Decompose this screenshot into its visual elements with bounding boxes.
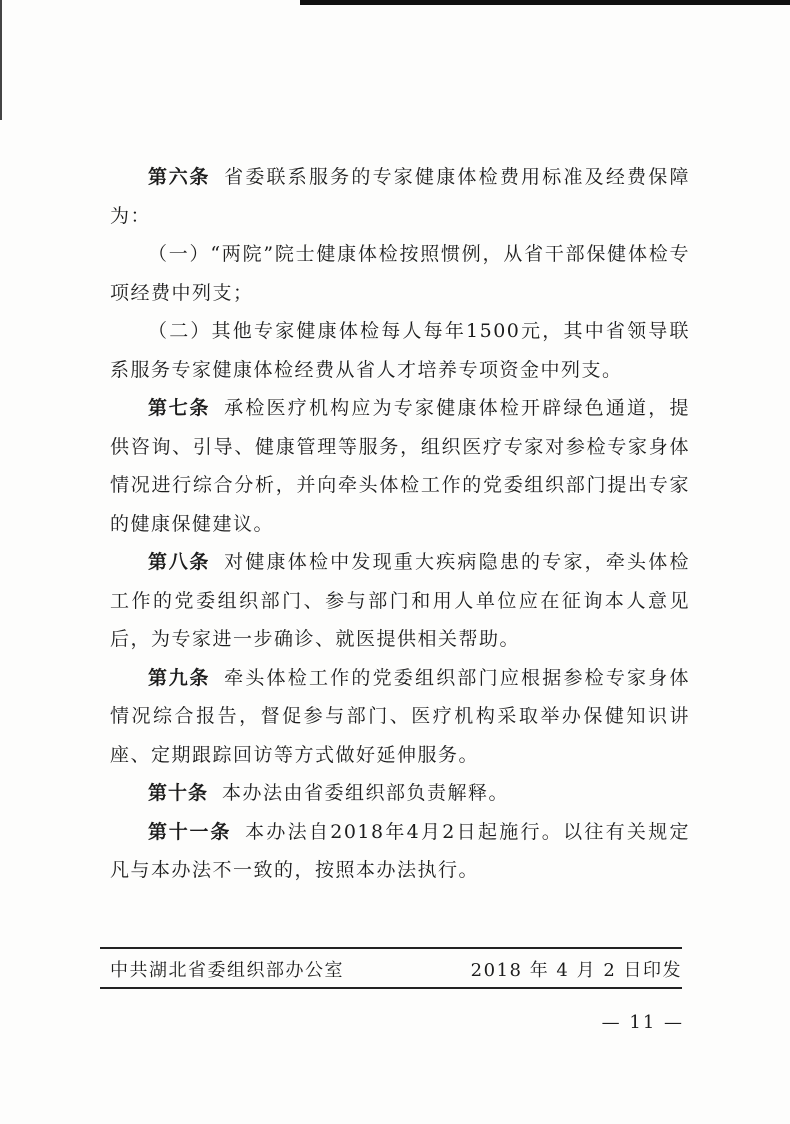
article-text: （二）其他专家健康体检每人每年1500元，其中省领导联系服务专家健康体检经费从省人才培养专项资金中列支。 (110, 320, 690, 381)
article-6-item-1 (110, 235, 690, 312)
print-date: 2018 年 4 月 2 日印发 (470, 960, 682, 981)
footer-bottom-rule (100, 987, 682, 989)
article-heading: 第八条 (148, 551, 211, 573)
article-text: 省委联系服务的专家健康体检费用标准及经费保障为： (110, 166, 690, 227)
article-10 (110, 774, 690, 813)
article-7 (110, 389, 690, 543)
issuer-name: 中共湖北省委组织部办公室 (110, 960, 344, 981)
article-heading: 第十一条 (148, 820, 232, 843)
footer (110, 952, 682, 984)
article-text: 牵头体检工作的党委组织部门应根据参检专家身体情况综合报告，督促参与部门、医疗机构采取举办保健知识讲座、定期跟踪回访等方式做好延伸服务。 (110, 666, 690, 766)
article-6-item-2 (110, 312, 690, 389)
page-number: — 11 — (601, 1012, 684, 1033)
scan-top-edge (300, 0, 790, 5)
footer-top-rule (100, 947, 682, 949)
article-11 (110, 813, 690, 890)
article-heading: 第九条 (148, 666, 211, 689)
scan-left-edge (0, 0, 2, 120)
article-8 (110, 543, 690, 659)
document-body (110, 158, 690, 890)
article-heading: 第六条 (148, 166, 211, 188)
article-text: （一）“两院”院士健康体检按照惯例，从省干部保健体检专项经费中列支； (110, 243, 690, 304)
article-heading: 第十条 (148, 782, 209, 804)
article-text: 对健康体检中发现重大疾病隐患的专家，牵头体检工作的党委组织部门、参与部门和用人单位应在征询本人意见后，为专家进一步确诊、就医提供相关帮助。 (110, 551, 690, 650)
article-text: 本办法由省委组织部负责解释。 (222, 782, 510, 804)
article-9 (110, 659, 690, 775)
article-text: 承检医疗机构应为专家健康体检开辟绿色通道，提供咨询、引导、健康管理等服务，组织医疗专家对参检专家身体情况进行综合分析，并向牵头体检工作的党委组织部门提出专家的健康保健建议。 (110, 397, 690, 535)
article-heading: 第七条 (148, 397, 211, 419)
article-6 (110, 158, 690, 235)
article-text: 本办法自2018年4月2日起施行。以往有关规定凡与本办法不一致的，按照本办法执行。 (110, 820, 690, 881)
